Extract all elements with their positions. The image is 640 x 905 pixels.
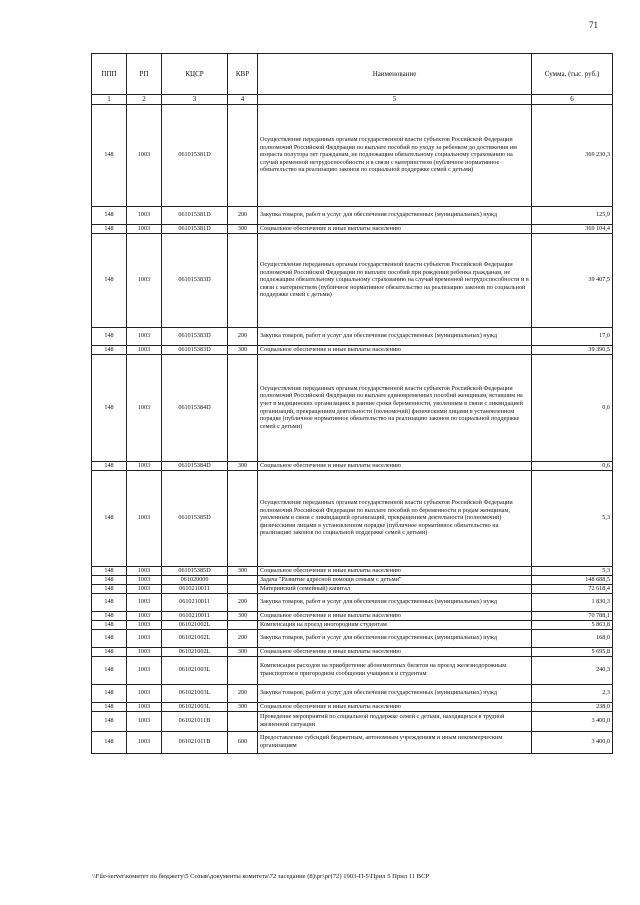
index-cell: 4 bbox=[228, 95, 258, 105]
kcsr-cell: 0610210011 bbox=[162, 593, 228, 611]
sum-cell: 5 863,8 bbox=[532, 620, 613, 629]
header-sum: Сумма, (тыс. руб.) bbox=[532, 54, 613, 95]
kcsr-cell: 061015381D bbox=[162, 104, 228, 206]
file-path-footer: \\File-server\комитет по бюджету\5 Созыв\документы комитета\72 заседание (8)\рг\рг(72) 1903-П-5\Прил 5 Прил 11 ВСР bbox=[92, 873, 430, 880]
table-row bbox=[92, 104, 613, 206]
kvr-cell: 200 bbox=[228, 327, 258, 345]
ppp-cell: 148 bbox=[92, 233, 127, 327]
kvr-cell: 300 bbox=[228, 224, 258, 233]
sum-cell: 5 695,8 bbox=[532, 647, 613, 656]
kvr-cell: 200 bbox=[228, 206, 258, 224]
kvr-cell bbox=[228, 711, 258, 731]
rp-cell: 1003 bbox=[127, 702, 162, 711]
ppp-cell: 148 bbox=[92, 575, 127, 584]
sum-cell: 5,3 bbox=[532, 566, 613, 575]
sum-cell: 240,3 bbox=[532, 656, 613, 684]
ppp-cell: 148 bbox=[92, 629, 127, 647]
name-cell: Компенсация на проезд иногородним студентам bbox=[258, 620, 532, 629]
name-cell: Компенсация расходов на приобретение абонементных билетов на проезд железнодорожным транспортом в пригородном сообщении учащимся и студентам bbox=[258, 656, 532, 684]
table-row bbox=[92, 233, 613, 327]
header-kvr: КВР bbox=[228, 54, 258, 95]
kvr-cell: 300 bbox=[228, 345, 258, 354]
kcsr-cell: 061021003L bbox=[162, 702, 228, 711]
sum-cell: 238,0 bbox=[532, 702, 613, 711]
ppp-cell: 148 bbox=[92, 584, 127, 593]
kcsr-cell: 061015385D bbox=[162, 470, 228, 566]
kvr-cell bbox=[228, 233, 258, 327]
sum-cell: 3 400,0 bbox=[532, 731, 613, 753]
sum-cell: 0,6 bbox=[532, 354, 613, 461]
name-cell: Материнский (семейный) капитал bbox=[258, 584, 532, 593]
header-rp: РП bbox=[127, 54, 162, 95]
header-ppp: ППП bbox=[92, 54, 127, 95]
kcsr-cell: 061020000 bbox=[162, 575, 228, 584]
kvr-cell: 200 bbox=[228, 629, 258, 647]
ppp-cell: 148 bbox=[92, 206, 127, 224]
rp-cell: 1003 bbox=[127, 224, 162, 233]
kvr-cell bbox=[228, 584, 258, 593]
name-cell: Закупка товаров, работ и услуг для обеспечения государственных (муниципальных) нужд bbox=[258, 327, 532, 345]
name-cell: Социальное обеспечение и иные выплаты населению bbox=[258, 224, 532, 233]
table-row bbox=[92, 461, 613, 470]
sum-cell: 369 104,4 bbox=[532, 224, 613, 233]
name-cell: Социальное обеспечение и иные выплаты населению bbox=[258, 702, 532, 711]
name-cell: Закупка товаров, работ и услуг для обеспечения государственных (муниципальных) нужд bbox=[258, 629, 532, 647]
table-row bbox=[92, 629, 613, 647]
name-cell: Осуществление переданных органам государственной власти субъектов Российской Федерации полномочий Российской Федерации по выплате пособий по беременности и родам женщинам, уволенным в связи с ликвидацией организаций, прекращением деятельности (полномочий) физическими лицами в установленном порядке (публичное нормативное обязательство на реализацию законов по социальной поддержке семей с детьми) bbox=[258, 470, 532, 566]
rp-cell: 1003 bbox=[127, 233, 162, 327]
kcsr-cell: 061015381D bbox=[162, 206, 228, 224]
table-row bbox=[92, 470, 613, 566]
budget-table bbox=[91, 53, 613, 754]
ppp-cell: 148 bbox=[92, 684, 127, 702]
kcsr-cell: 061021003L bbox=[162, 656, 228, 684]
table-row bbox=[92, 711, 613, 731]
sum-cell: 39 390,5 bbox=[532, 345, 613, 354]
kcsr-cell: 061021011B bbox=[162, 731, 228, 753]
ppp-cell: 148 bbox=[92, 566, 127, 575]
kcsr-cell: 061015384D bbox=[162, 354, 228, 461]
sum-cell: 72 618,4 bbox=[532, 584, 613, 593]
rp-cell: 1003 bbox=[127, 593, 162, 611]
table-row bbox=[92, 656, 613, 684]
page-number: 71 bbox=[589, 20, 598, 30]
ppp-cell: 148 bbox=[92, 656, 127, 684]
sum-cell: 148 688,5 bbox=[532, 575, 613, 584]
table-row bbox=[92, 354, 613, 461]
rp-cell: 1003 bbox=[127, 575, 162, 584]
name-cell: Социальное обеспечение и иные выплаты населению bbox=[258, 611, 532, 620]
name-cell: Проведение мероприятий по социальной поддержке семей с детьми, находящихся в трудной жизненной ситуации bbox=[258, 711, 532, 731]
kcsr-cell: 061021011B bbox=[162, 711, 228, 731]
sum-cell: 2,3 bbox=[532, 684, 613, 702]
rp-cell: 1003 bbox=[127, 354, 162, 461]
rp-cell: 1003 bbox=[127, 629, 162, 647]
kvr-cell bbox=[228, 354, 258, 461]
rp-cell: 1003 bbox=[127, 345, 162, 354]
rp-cell: 1003 bbox=[127, 461, 162, 470]
name-cell: Осуществление переданных органам государственной власти субъектов Российской Федерации полномочий Российской Федерации по выплате единовременных пособий женщинам, вставшим на учет в медицинских организациях в ранние сроки беременности, уволенным в связи с ликвидацией организаций, прекращением деятельности (полномочий) физическими лицами в установленном порядке (публичное нормативное обязательство на реализацию законов по социальной поддержке семей с детьми) bbox=[258, 354, 532, 461]
sum-cell: 3 400,0 bbox=[532, 711, 613, 731]
table-row bbox=[92, 224, 613, 233]
rp-cell: 1003 bbox=[127, 656, 162, 684]
sum-cell: 125,9 bbox=[532, 206, 613, 224]
ppp-cell: 148 bbox=[92, 224, 127, 233]
kvr-cell bbox=[228, 620, 258, 629]
table-row bbox=[92, 731, 613, 753]
ppp-cell: 148 bbox=[92, 731, 127, 753]
index-cell: 6 bbox=[532, 95, 613, 105]
kvr-cell: 300 bbox=[228, 647, 258, 656]
sum-cell: 168,0 bbox=[532, 629, 613, 647]
name-cell: Социальное обеспечение и иные выплаты населению bbox=[258, 345, 532, 354]
kvr-cell: 200 bbox=[228, 684, 258, 702]
rp-cell: 1003 bbox=[127, 684, 162, 702]
ppp-cell: 148 bbox=[92, 611, 127, 620]
name-cell: Закупка товаров, работ и услуг для обеспечения государственных (муниципальных) нужд bbox=[258, 206, 532, 224]
index-cell: 1 bbox=[92, 95, 127, 105]
name-cell: Осуществление переданных органам государственной власти субъектов Российской Федерации полномочий Российской Федерации по выплате пособий при рождении ребенка гражданам, не подлежащим обязательному социальному страхованию на случай временной нетрудоспособности и в связи с материнством (публичное нормативное обязательство на реализацию законов по социальной поддержке семей с детьми) bbox=[258, 233, 532, 327]
kvr-cell: 600 bbox=[228, 731, 258, 753]
kcsr-cell: 061021002L bbox=[162, 629, 228, 647]
kcsr-cell: 061015384D bbox=[162, 461, 228, 470]
index-cell: 2 bbox=[127, 95, 162, 105]
rp-cell: 1003 bbox=[127, 327, 162, 345]
rp-cell: 1003 bbox=[127, 620, 162, 629]
sum-cell: 5,3 bbox=[532, 470, 613, 566]
rp-cell: 1003 bbox=[127, 470, 162, 566]
ppp-cell: 148 bbox=[92, 647, 127, 656]
rp-cell: 1003 bbox=[127, 647, 162, 656]
rp-cell: 1003 bbox=[127, 206, 162, 224]
kvr-cell: 300 bbox=[228, 566, 258, 575]
table-row bbox=[92, 611, 613, 620]
rp-cell: 1003 bbox=[127, 611, 162, 620]
table-row bbox=[92, 684, 613, 702]
rp-cell: 1003 bbox=[127, 104, 162, 206]
rp-cell: 1003 bbox=[127, 731, 162, 753]
name-cell: Социальное обеспечение и иные выплаты населению bbox=[258, 566, 532, 575]
index-cell: 3 bbox=[162, 95, 228, 105]
ppp-cell: 148 bbox=[92, 327, 127, 345]
header-name: Наименование bbox=[258, 54, 532, 95]
kcsr-cell: 061015383D bbox=[162, 327, 228, 345]
table-row bbox=[92, 702, 613, 711]
sum-cell: 39 407,5 bbox=[532, 233, 613, 327]
kcsr-cell: 0610210011 bbox=[162, 611, 228, 620]
name-cell: Закупка товаров, работ и услуг для обеспечения государственных (муниципальных) нужд bbox=[258, 684, 532, 702]
name-cell: Закупка товаров, работ и услуг для обеспечения государственных (муниципальных) нужд bbox=[258, 593, 532, 611]
rp-cell: 1003 bbox=[127, 566, 162, 575]
ppp-cell: 148 bbox=[92, 470, 127, 566]
kvr-cell: 300 bbox=[228, 611, 258, 620]
kcsr-cell: 061015385D bbox=[162, 566, 228, 575]
ppp-cell: 148 bbox=[92, 593, 127, 611]
rp-cell: 1003 bbox=[127, 711, 162, 731]
table-row bbox=[92, 584, 613, 593]
ppp-cell: 148 bbox=[92, 620, 127, 629]
kcsr-cell: 061015383D bbox=[162, 345, 228, 354]
kvr-cell: 300 bbox=[228, 702, 258, 711]
sum-cell: 17,0 bbox=[532, 327, 613, 345]
table-row bbox=[92, 647, 613, 656]
ppp-cell: 148 bbox=[92, 354, 127, 461]
kvr-cell bbox=[228, 104, 258, 206]
ppp-cell: 148 bbox=[92, 104, 127, 206]
rp-cell: 1003 bbox=[127, 584, 162, 593]
name-cell: Социальное обеспечение и иные выплаты населению bbox=[258, 461, 532, 470]
ppp-cell: 148 bbox=[92, 461, 127, 470]
table-row bbox=[92, 206, 613, 224]
name-cell: Предоставление субсидий бюджетным, автономным учреждениям и иным некоммерческим организациям bbox=[258, 731, 532, 753]
kcsr-cell: 0610210011 bbox=[162, 584, 228, 593]
table-row bbox=[92, 620, 613, 629]
name-cell: Социальное обеспечение и иные выплаты населению bbox=[258, 647, 532, 656]
index-cell: 5 bbox=[258, 95, 532, 105]
kvr-cell bbox=[228, 470, 258, 566]
ppp-cell: 148 bbox=[92, 345, 127, 354]
table-row bbox=[92, 566, 613, 575]
ppp-cell: 148 bbox=[92, 711, 127, 731]
table-row bbox=[92, 345, 613, 354]
table-row bbox=[92, 327, 613, 345]
sum-cell: 70 788,1 bbox=[532, 611, 613, 620]
kvr-cell: 200 bbox=[228, 593, 258, 611]
kcsr-cell: 061015381D bbox=[162, 224, 228, 233]
sum-cell: 1 830,3 bbox=[532, 593, 613, 611]
kcsr-cell: 061021002L bbox=[162, 620, 228, 629]
table-row bbox=[92, 575, 613, 584]
header-kcsr: КЦСР bbox=[162, 54, 228, 95]
table-row bbox=[92, 593, 613, 611]
kcsr-cell: 061015383D bbox=[162, 233, 228, 327]
kcsr-cell: 061021003L bbox=[162, 684, 228, 702]
sum-cell: 0,6 bbox=[532, 461, 613, 470]
sum-cell: 369 230,3 bbox=[532, 104, 613, 206]
kvr-cell bbox=[228, 575, 258, 584]
kvr-cell: 300 bbox=[228, 461, 258, 470]
name-cell: Осуществление переданных органам государственной власти субъектов Российской Федерации полномочий Российской Федерации по выплате пособий по уходу за ребенком до достижения им возраста полутора лет гражданам, не подлежащим обязательному социальному страхованию на случай временной нетрудоспособности и в связи с материнством (публичное нормативное обязательство на реализацию законов по социальной поддержке семей с детьми) bbox=[258, 104, 532, 206]
name-cell: Задача "Развитие адресной помощи семьям с детьми" bbox=[258, 575, 532, 584]
ppp-cell: 148 bbox=[92, 702, 127, 711]
kcsr-cell: 061021002L bbox=[162, 647, 228, 656]
kvr-cell bbox=[228, 656, 258, 684]
